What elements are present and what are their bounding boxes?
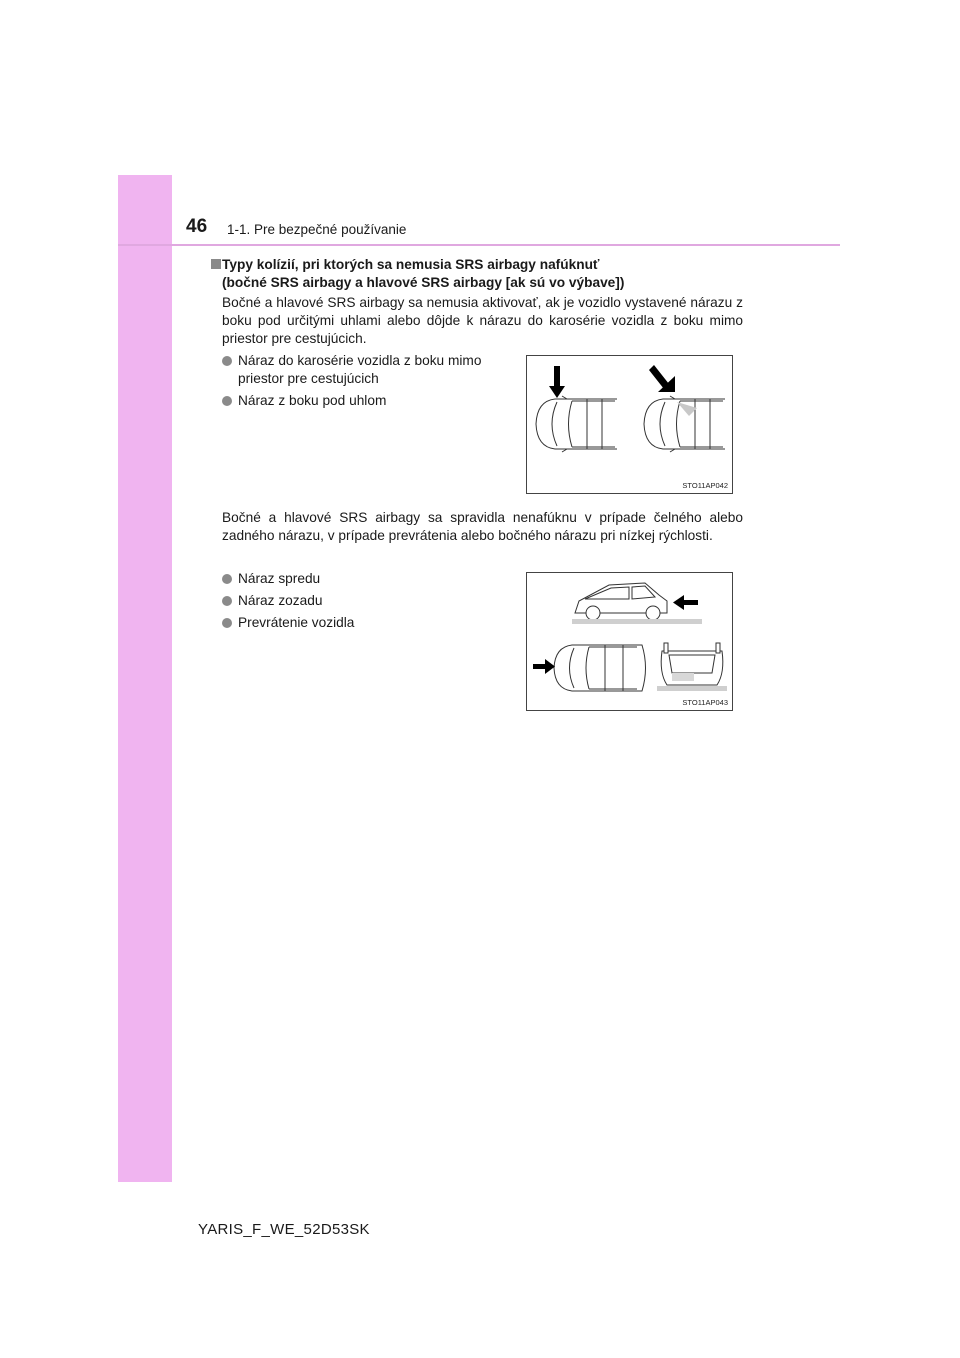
header-rule	[118, 244, 840, 246]
list-item	[222, 570, 502, 588]
list-item	[222, 592, 502, 610]
section-heading	[211, 256, 751, 292]
list-item	[222, 614, 502, 632]
figure-code: STO11AP042	[682, 481, 728, 490]
arrow-down-icon	[549, 366, 565, 398]
heading-square-icon	[211, 259, 221, 269]
figure-front-rear-rollover	[526, 572, 733, 711]
impact-area-icon	[677, 402, 697, 416]
bullet-list-2	[222, 570, 502, 636]
section-title: 1-1. Pre bezpečné používanie	[227, 222, 407, 237]
front-rear-rollover-illustration	[527, 573, 732, 710]
bullet-dot-icon	[222, 574, 232, 584]
bullet-dot-icon	[222, 396, 232, 406]
figure-side-impact	[526, 355, 733, 494]
list-item-text: Prevrátenie vozidla	[238, 615, 355, 630]
list-item-text: Náraz do karosérie vozidla z boku mimo priestor pre cestujúcich	[238, 353, 482, 386]
car-top-view-icon	[536, 396, 617, 452]
bullet-dot-icon	[222, 356, 232, 366]
list-item-text: Náraz spredu	[238, 571, 321, 586]
arrow-left-icon	[673, 595, 698, 610]
list-item	[222, 352, 517, 388]
side-band	[118, 175, 172, 1182]
bullet-dot-icon	[222, 618, 232, 628]
page-number: 46	[186, 216, 208, 237]
car-side-view-icon	[575, 583, 667, 620]
figure-code: STO11AP043	[682, 698, 728, 707]
bullet-list-1	[222, 352, 517, 414]
ground-icon	[657, 686, 727, 691]
heading-line-2: (bočné SRS airbagy a hlavové SRS airbagy [ak sú vo výbave])	[222, 275, 625, 290]
car-top-view-icon	[554, 645, 646, 691]
side-impact-illustration	[527, 356, 732, 493]
arrow-right-icon	[533, 659, 555, 674]
impact-area-icon	[672, 673, 694, 681]
list-item	[222, 392, 517, 410]
paragraph-1: Bočné a hlavové SRS airbagy sa nemusia aktivovať, ak je vozidlo vystavené nárazu z boku pod určitými uhlami alebo dôjde k nárazu do karosérie vozidla z boku mimo priestor pre cestujúcich.	[222, 295, 743, 346]
ground-icon	[572, 619, 702, 624]
paragraph-2: Bočné a hlavové SRS airbagy sa spravidla nenafúknu v prípade čelného alebo zadného nárazu, v prípade prevrátenia alebo bočného nárazu pri nízkej rýchlosti.	[222, 510, 743, 543]
footer-doc-code: YARIS_F_WE_52D53SK	[198, 1221, 370, 1238]
arrow-diagonal-icon	[649, 365, 675, 392]
list-item-text: Náraz zozadu	[238, 593, 323, 608]
bullet-dot-icon	[222, 596, 232, 606]
heading-line-1: Typy kolízií, pri ktorých sa nemusia SRS airbagy nafúknuť	[222, 257, 600, 272]
list-item-text: Náraz z boku pod uhlom	[238, 393, 387, 408]
